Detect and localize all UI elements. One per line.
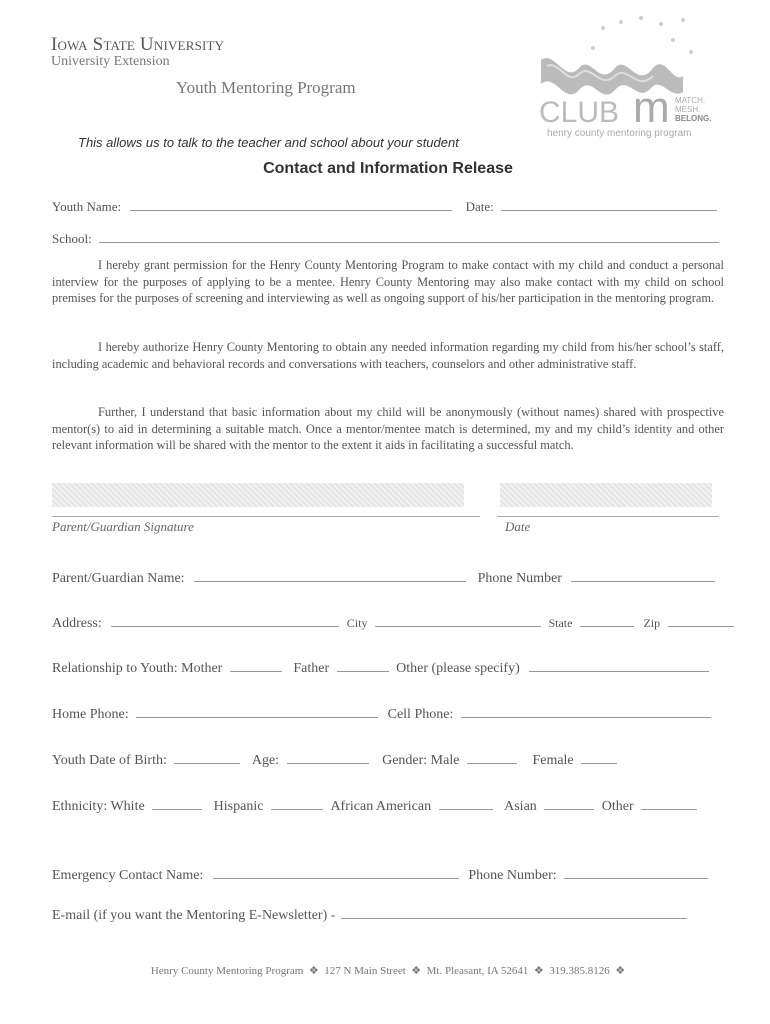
father-field[interactable] xyxy=(337,659,389,672)
city-label: City xyxy=(346,616,368,630)
gender-male-label: Gender: Male xyxy=(382,753,460,768)
father-label: Father xyxy=(293,661,330,676)
state-field[interactable] xyxy=(580,614,634,627)
age-field[interactable] xyxy=(287,751,369,764)
city-field[interactable] xyxy=(375,614,541,627)
logo-tag-mesh: MESH. xyxy=(675,105,701,114)
logo-m-text: m xyxy=(633,83,670,132)
form-title: Contact and Information Release xyxy=(263,160,513,177)
signature-date-label: Date xyxy=(505,519,531,534)
club-m-logo xyxy=(533,10,733,140)
email-field[interactable] xyxy=(341,906,687,919)
african-american-field[interactable] xyxy=(439,797,493,810)
email-row xyxy=(52,906,687,924)
intro-text: This allows us to talk to the teacher and school about your student xyxy=(78,135,459,150)
date-label: Date: xyxy=(465,199,494,214)
parent-name-field[interactable] xyxy=(194,569,466,582)
youth-name-label: Youth Name: xyxy=(52,199,122,214)
home-phone-label: Home Phone: xyxy=(52,707,129,722)
female-field[interactable] xyxy=(581,751,617,764)
dob-label: Youth Date of Birth: xyxy=(52,753,167,768)
hispanic-field[interactable] xyxy=(271,797,323,810)
parent-name-label: Parent/Guardian Name: xyxy=(52,571,185,586)
hispanic-label: Hispanic xyxy=(213,799,264,814)
date-field[interactable] xyxy=(501,199,717,211)
address-row xyxy=(52,614,734,632)
age-label: Age: xyxy=(251,753,280,768)
university-extension: University Extension xyxy=(51,54,170,69)
zip-field[interactable] xyxy=(668,614,734,627)
relationship-row xyxy=(52,659,709,677)
asian-field[interactable] xyxy=(544,797,594,810)
address-label: Address: xyxy=(52,616,102,631)
university-name: Iowa State University xyxy=(51,34,225,55)
permission-paragraph: I hereby grant permission for the Henry County Mentoring Program to make contact with my child and conduct a personal interview for the purposes of applying to be a mentee. Henry County Mentoring may also make contact with my child on school premises for the purposes of screening and interviewing as well as ongoing support of his/her participation in the mentoring program. xyxy=(52,258,724,305)
signature-date-line xyxy=(497,516,719,517)
program-name: Youth Mentoring Program xyxy=(176,78,356,97)
white-field[interactable] xyxy=(152,797,202,810)
authorization-paragraph: I hereby authorize Henry County Mentoring to obtain any needed information regarding my child from his/her school’s staff, including academic and behavioral records and conversations with teachers, counselors and other administrative staff. xyxy=(52,340,724,371)
diamond-icon: ❖ xyxy=(408,965,424,977)
emergency-contact-field[interactable] xyxy=(213,866,459,879)
ethnicity-white-label: Ethnicity: White xyxy=(52,799,145,814)
other-ethnicity-field[interactable] xyxy=(641,797,697,810)
school-field[interactable] xyxy=(99,231,719,243)
school-label: School: xyxy=(52,231,92,246)
emergency-contact-label: Emergency Contact Name: xyxy=(52,868,204,883)
asian-label: Asian xyxy=(504,799,537,814)
logo-tag-belong: BELONG. xyxy=(675,114,712,123)
emergency-contact-row xyxy=(52,866,708,884)
other-specify-label: Other (please specify) xyxy=(396,661,520,676)
address-field[interactable] xyxy=(111,614,339,627)
parent-signature-label: Parent/Guardian Signature xyxy=(52,519,194,534)
youth-info-row xyxy=(52,751,617,769)
diamond-icon: ❖ xyxy=(306,965,322,977)
logo-subtitle: henry county mentoring program xyxy=(547,128,692,139)
cell-phone-field[interactable] xyxy=(461,705,711,718)
parent-signature-field[interactable] xyxy=(52,483,464,507)
youth-name-field[interactable] xyxy=(130,199,452,211)
email-label: E-mail (if you want the Mentoring E-Newsletter) - xyxy=(52,908,336,923)
state-label: State xyxy=(548,616,573,630)
home-phone-field[interactable] xyxy=(136,705,378,718)
signature-date-field[interactable] xyxy=(500,483,712,507)
phone-number-label: Phone Number xyxy=(477,571,562,586)
relationship-mother-label: Relationship to Youth: Mother xyxy=(52,661,223,676)
dob-field[interactable] xyxy=(174,751,240,764)
african-american-label: African American xyxy=(330,799,432,814)
emergency-phone-label: Phone Number: xyxy=(468,868,557,883)
footer xyxy=(0,964,770,977)
female-label: Female xyxy=(532,753,574,768)
footer-street: 127 N Main Street xyxy=(324,965,406,977)
parent-name-row xyxy=(52,569,715,587)
phones-row xyxy=(52,705,711,723)
zip-label: Zip xyxy=(643,616,661,630)
emergency-phone-field[interactable] xyxy=(564,866,708,879)
footer-city: Mt. Pleasant, IA 52641 xyxy=(426,965,529,977)
logo-tag-match: MATCH. xyxy=(675,96,706,105)
footer-phone: 319.385.8126 xyxy=(549,965,610,977)
footer-org: Henry County Mentoring Program xyxy=(150,965,304,977)
logo-club-text: CLUB xyxy=(539,96,620,129)
phone-number-field[interactable] xyxy=(571,569,715,582)
mother-field[interactable] xyxy=(230,659,282,672)
ethnicity-row xyxy=(52,797,697,815)
signature-line xyxy=(52,516,480,517)
school-row xyxy=(52,231,719,247)
youth-name-row xyxy=(52,199,717,215)
diamond-icon: ❖ xyxy=(531,965,547,977)
anonymity-paragraph: Further, I understand that basic information about my child will be anonymously (without names) shared with prospective mentor(s) to aid in determining a suitable match. Once a mentor/mentee match is determined, my and my child’s identity and other relevant information will be shared with the mentor to the extent it aids in facilitating a successful match. xyxy=(52,405,724,452)
other-specify-field[interactable] xyxy=(529,659,709,672)
diamond-icon: ❖ xyxy=(612,965,626,977)
other-ethnicity-label: Other xyxy=(601,799,634,814)
male-field[interactable] xyxy=(467,751,517,764)
cell-phone-label: Cell Phone: xyxy=(387,707,454,722)
